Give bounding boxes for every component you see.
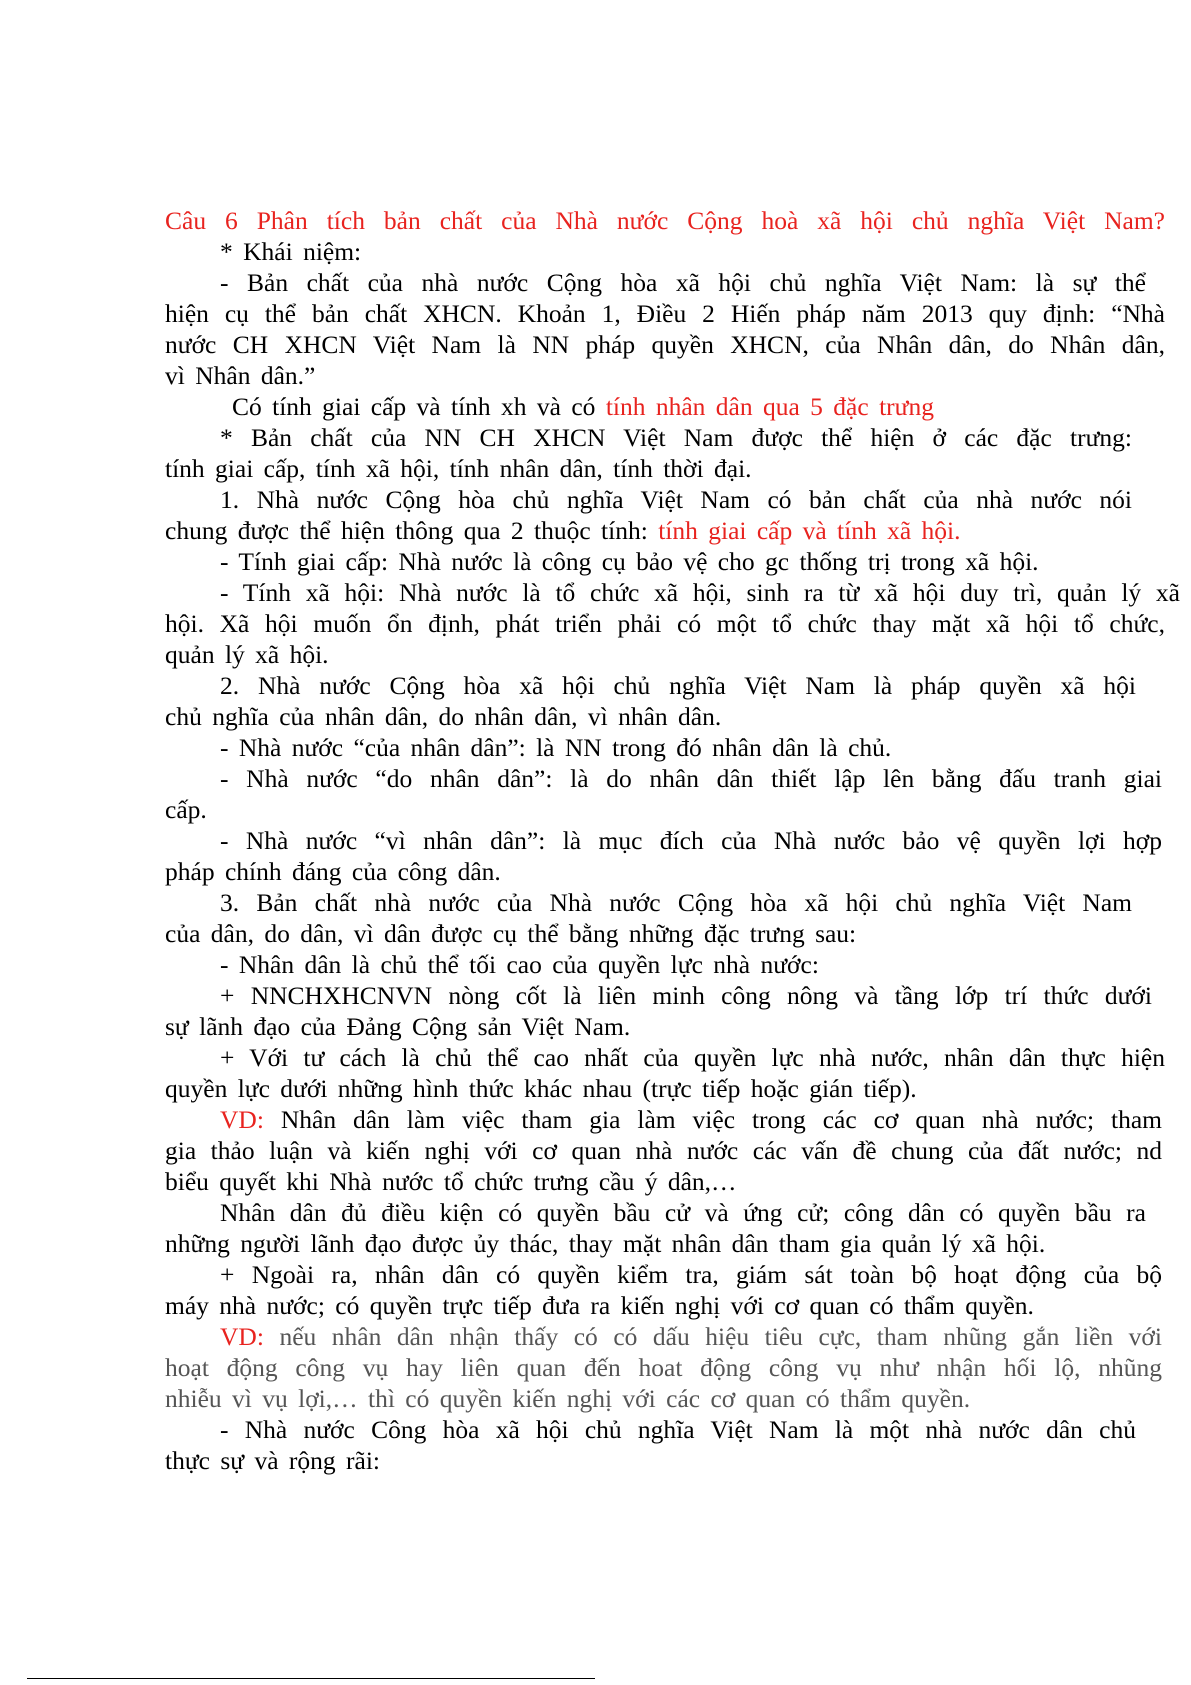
paragraph-line: * Bản chất của NN CH XHCN Việt Nam được thể hiện ở các đặc trưng: [220,423,1132,452]
paragraph-line: + NNCHXHCNVN nòng cốt là liên minh công nông và tầng lớp trí thức dưới [220,981,1152,1010]
paragraph-line [165,515,1165,546]
paragraph-line: - Nhà nước “của nhân dân”: là NN trong đó nhân dân là chủ. [220,733,892,762]
highlight-text: tính giai cấp và tính xã hội. [658,516,961,545]
paragraph-line: những người lãnh đạo được ủy thác, thay mặt nhân dân tham gia quản lý xã hội. [165,1229,1046,1258]
paragraph-line: của dân, do dân, vì dân được cụ thể bằng những đặc trưng sau: [165,919,857,948]
paragraph-line: - Nhà nước “vì nhân dân”: là mục đích của Nhà nước bảo vệ quyền lợi hợp [220,826,1162,855]
paragraph-line: - Tính xã hội: Nhà nước là tổ chức xã hội, sinh ra từ xã hội duy trì, quản lý xã [220,578,1180,607]
paragraph-line: * Khái niệm: [220,237,362,266]
text-segment: Có tính giai cấp và tính xh và có [232,392,606,421]
paragraph-line: pháp chính đáng của công dân. [165,857,501,886]
highlight-text: tính nhân dân qua 5 đặc trưng [605,392,934,421]
paragraph-line: 2. Nhà nước Cộng hòa xã hội chủ nghĩa Việt Nam là pháp quyền xã hội [220,671,1136,700]
paragraph-line: - Nhà nước Công hòa xã hội chủ nghĩa Việt Nam là một nhà nước dân chủ [220,1415,1136,1444]
paragraph-line: - Bản chất của nhà nước Cộng hòa xã hội chủ nghĩa Việt Nam: là sự thể [220,268,1146,297]
paragraph-line: chủ nghĩa của nhân dân, do nhân dân, vì nhân dân. [165,702,722,731]
paragraph-line: 3. Bản chất nhà nước của Nhà nước Cộng hòa xã hội chủ nghĩa Việt Nam [220,888,1132,917]
paragraph-line: vì Nhân dân.” [165,361,316,390]
paragraph-line: nước CH XHCN Việt Nam là NN pháp quyền XHCN, của Nhân dân, do Nhân dân, [165,330,1165,359]
paragraph-line: + Với tư cách là chủ thể cao nhất của quyền lực nhà nước, nhân dân thực hiện [220,1043,1165,1072]
example-label: VD: [220,1322,264,1351]
paragraph-line: Nhân dân đủ điều kiện có quyền bầu cử và ứng cử; công dân có quyền bầu ra [220,1198,1146,1227]
paragraph-line: nhiễu vì vụ lợi,… thì có quyền kiến nghị với các cơ quan có thẩm quyền. [165,1384,971,1413]
paragraph-line: cấp. [165,795,207,824]
paragraph-line: + Ngoài ra, nhân dân có quyền kiểm tra, giám sát toàn bộ hoạt động của bộ [220,1260,1162,1289]
paragraph-line: gia thảo luận và kiến nghị với cơ quan nhà nước các vấn đề chung của đất nước; nd [165,1136,1162,1165]
footer-divider [27,1678,595,1679]
text-segment: Nhân dân làm việc tham gia làm việc trong các cơ quan nhà nước; tham [263,1105,1162,1134]
text-segment: chung được thể hiện thông qua 2 thuộc tính: [165,516,659,545]
paragraph-line: biểu quyết khi Nhà nước tổ chức trưng cầu ý dân,… [165,1167,737,1196]
paragraph-line: - Tính giai cấp: Nhà nước là công cụ bảo vệ cho gc thống trị trong xã hội. [220,547,1039,576]
paragraph-line: 1. Nhà nước Cộng hòa chủ nghĩa Việt Nam có bản chất của nhà nước nói [220,485,1132,514]
paragraph-line: hội. Xã hội muốn ổn định, phát triển phải có một tổ chức thay mặt xã hội tổ chức, [165,609,1165,638]
paragraph-line: tính giai cấp, tính xã hội, tính nhân dân, tính thời đại. [165,454,752,483]
paragraph-line: - Nhà nước “do nhân dân”: là do nhân dân thiết lập lên bằng đấu tranh giai [220,764,1162,793]
paragraph-line: quản lý xã hội. [165,640,329,669]
text-segment: nếu nhân dân nhận thấy có có dấu hiệu tiêu cực, tham nhũng gắn liền với [263,1322,1162,1351]
paragraph-line [220,1104,1162,1135]
paragraph-line [220,1321,1162,1352]
paragraph-line: - Nhân dân là chủ thể tối cao của quyền lực nhà nước: [220,950,819,979]
paragraph-line: hoạt động công vụ hay liên quan đến hoat động công vụ như nhận hối lộ, nhũng [165,1353,1162,1382]
page-title: Câu 6 Phân tích bản chất của Nhà nước Cộng hoà xã hội chủ nghĩa Việt Nam? [165,206,1165,235]
paragraph-line: sự lãnh đạo của Đảng Cộng sản Việt Nam. [165,1012,631,1041]
paragraph-line: hiện cụ thể bản chất XHCN. Khoản 1, Điều 2 Hiến pháp năm 2013 quy định: “Nhà [165,299,1165,328]
paragraph-line [232,391,1165,422]
paragraph-line: máy nhà nước; có quyền trực tiếp đưa ra kiến nghị với cơ quan có thẩm quyền. [165,1291,1034,1320]
paragraph-line: quyền lực dưới những hình thức khác nhau (trực tiếp hoặc gián tiếp). [165,1074,917,1103]
paragraph-line: thực sự và rộng rãi: [165,1446,381,1475]
example-label: VD: [220,1105,264,1134]
